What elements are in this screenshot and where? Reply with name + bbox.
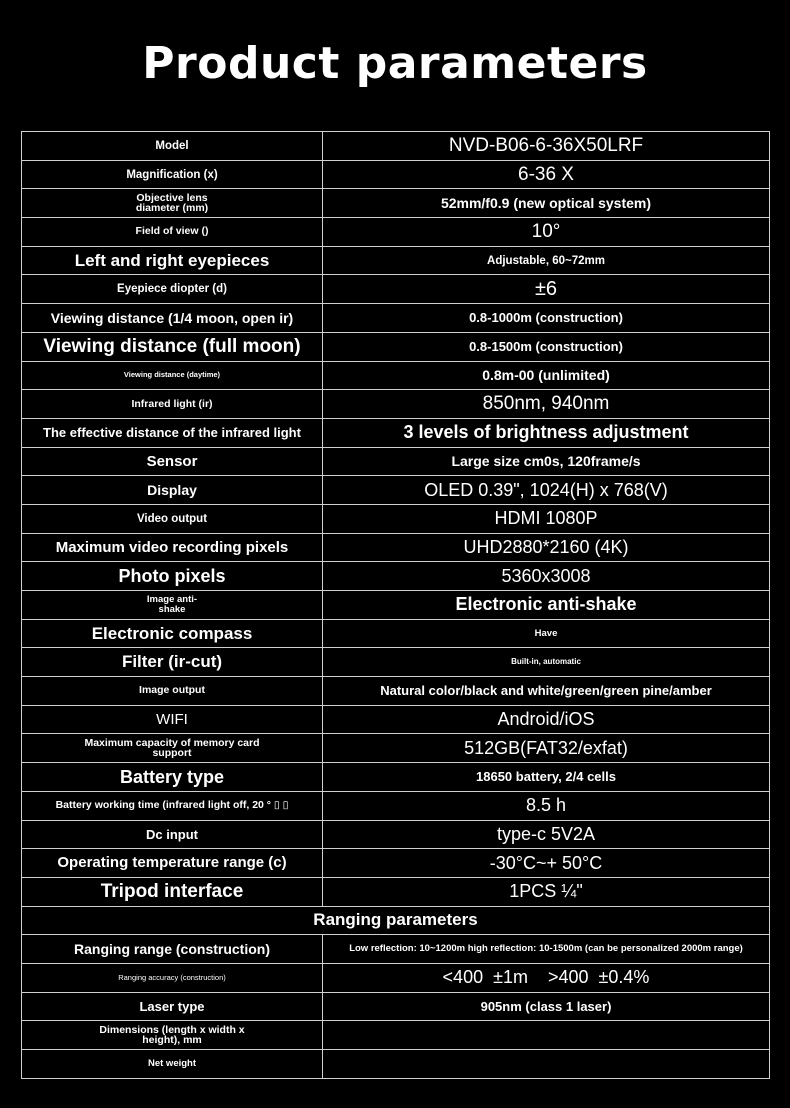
table-row — [22, 705, 770, 734]
spec-label: Field of view () — [22, 218, 323, 247]
spec-label: Display — [22, 476, 323, 505]
spec-value: NVD-B06-6-36X50LRF — [323, 132, 770, 161]
spec-value: OLED 0.39", 1024(H) x 768(V) — [323, 476, 770, 505]
table-row — [22, 476, 770, 505]
table-row — [22, 562, 770, 591]
spec-value: 905nm (class 1 laser) — [323, 992, 770, 1021]
table-row — [22, 963, 770, 992]
table-row — [22, 1021, 770, 1050]
table-row — [22, 160, 770, 189]
table-row — [22, 504, 770, 533]
spec-label: Viewing distance (1/4 moon, open ir) — [22, 304, 323, 333]
spec-value: 1PCS ¼" — [323, 877, 770, 906]
spec-value: 10° — [323, 218, 770, 247]
spec-label: Viewing distance (daytime) — [22, 361, 323, 390]
spec-label: Dimensions (length x width x height), mm — [22, 1021, 323, 1050]
spec-label: Left and right eyepieces — [22, 246, 323, 275]
spec-label: Ranging range (construction) — [22, 935, 323, 964]
spec-value: ±6 — [323, 275, 770, 304]
table-row — [22, 619, 770, 648]
table-row — [22, 332, 770, 361]
table-row — [22, 734, 770, 763]
spec-value: 52mm/f0.9 (new optical system) — [323, 189, 770, 218]
table-row — [22, 246, 770, 275]
table-row — [22, 992, 770, 1021]
table-row — [22, 418, 770, 447]
spec-value: Android/iOS — [323, 705, 770, 734]
spec-value: 0.8m-00 (unlimited) — [323, 361, 770, 390]
table-row — [22, 132, 770, 161]
spec-value: type-c 5V2A — [323, 820, 770, 849]
spec-label: Video output — [22, 504, 323, 533]
spec-label: Maximum capacity of memory card support — [22, 734, 323, 763]
spec-value: 512GB(FAT32/exfat) — [323, 734, 770, 763]
table-row — [22, 791, 770, 820]
table-row — [22, 648, 770, 677]
table-row — [22, 591, 770, 620]
spec-label: Battery type — [22, 763, 323, 792]
spec-value: Electronic anti-shake — [323, 591, 770, 620]
table-row — [22, 877, 770, 906]
spec-label: Electronic compass — [22, 619, 323, 648]
spec-label: Dc input — [22, 820, 323, 849]
spec-label: Sensor — [22, 447, 323, 476]
spec-label: Infrared light (ir) — [22, 390, 323, 419]
spec-value: HDMI 1080P — [323, 504, 770, 533]
spec-label: Image anti-shake — [22, 591, 323, 620]
spec-label: Maximum video recording pixels — [22, 533, 323, 562]
spec-value: 18650 battery, 2/4 cells — [323, 763, 770, 792]
table-row — [22, 275, 770, 304]
section-title: Ranging parameters — [22, 906, 770, 935]
spec-label: Operating temperature range (c) — [22, 849, 323, 878]
spec-value — [323, 1021, 770, 1050]
spec-value: 850nm, 940nm — [323, 390, 770, 419]
table-row — [22, 390, 770, 419]
spec-value: Low reflection: 10~1200m high reflection: 10-1500m (can be personalized 2000m range) — [323, 935, 770, 964]
spec-label: WIFI — [22, 705, 323, 734]
spec-value: 3 levels of brightness adjustment — [323, 418, 770, 447]
section-header-row — [22, 906, 770, 935]
spec-value: 5360x3008 — [323, 562, 770, 591]
spec-label: Photo pixels — [22, 562, 323, 591]
spec-label: The effective distance of the infrared light — [22, 418, 323, 447]
table-row — [22, 533, 770, 562]
table-row — [22, 935, 770, 964]
spec-value: 8.5 h — [323, 791, 770, 820]
table-row — [22, 218, 770, 247]
spec-label: Tripod interface — [22, 877, 323, 906]
spec-label: Ranging accuracy (construction) — [22, 963, 323, 992]
spec-label: Objective lens diameter (mm) — [22, 189, 323, 218]
spec-label: Eyepiece diopter (d) — [22, 275, 323, 304]
table-row — [22, 189, 770, 218]
spec-value: UHD2880*2160 (4K) — [323, 533, 770, 562]
spec-value: Built-in, automatic — [323, 648, 770, 677]
page-title: Product parameters — [142, 38, 648, 89]
spec-value — [323, 1050, 770, 1079]
spec-value: Adjustable, 60~72mm — [323, 246, 770, 275]
spec-label: Filter (ir-cut) — [22, 648, 323, 677]
table-row — [22, 763, 770, 792]
table-row — [22, 849, 770, 878]
table-row — [22, 1050, 770, 1079]
spec-value: Large size cm0s, 120frame/s — [323, 447, 770, 476]
spec-value: -30°C~+ 50°C — [323, 849, 770, 878]
spec-label: Laser type — [22, 992, 323, 1021]
spec-value: 0.8-1000m (construction) — [323, 304, 770, 333]
spec-label: Magnification (x) — [22, 160, 323, 189]
spec-table — [21, 131, 770, 1079]
spec-value: Have — [323, 619, 770, 648]
table-row — [22, 304, 770, 333]
spec-label: Model — [22, 132, 323, 161]
spec-label: Viewing distance (full moon) — [22, 332, 323, 361]
spec-value: Natural color/black and white/green/green pine/amber — [323, 677, 770, 706]
table-row — [22, 820, 770, 849]
spec-value: 6-36 X — [323, 160, 770, 189]
table-row — [22, 361, 770, 390]
spec-value: 0.8-1500m (construction) — [323, 332, 770, 361]
spec-label: Battery working time (infrared light off, 20 ° ▯ ▯ — [22, 791, 323, 820]
table-row — [22, 677, 770, 706]
table-row — [22, 447, 770, 476]
spec-value: <400 ±1m >400 ±0.4% — [323, 963, 770, 992]
spec-label: Net weight — [22, 1050, 323, 1079]
spec-label: Image output — [22, 677, 323, 706]
